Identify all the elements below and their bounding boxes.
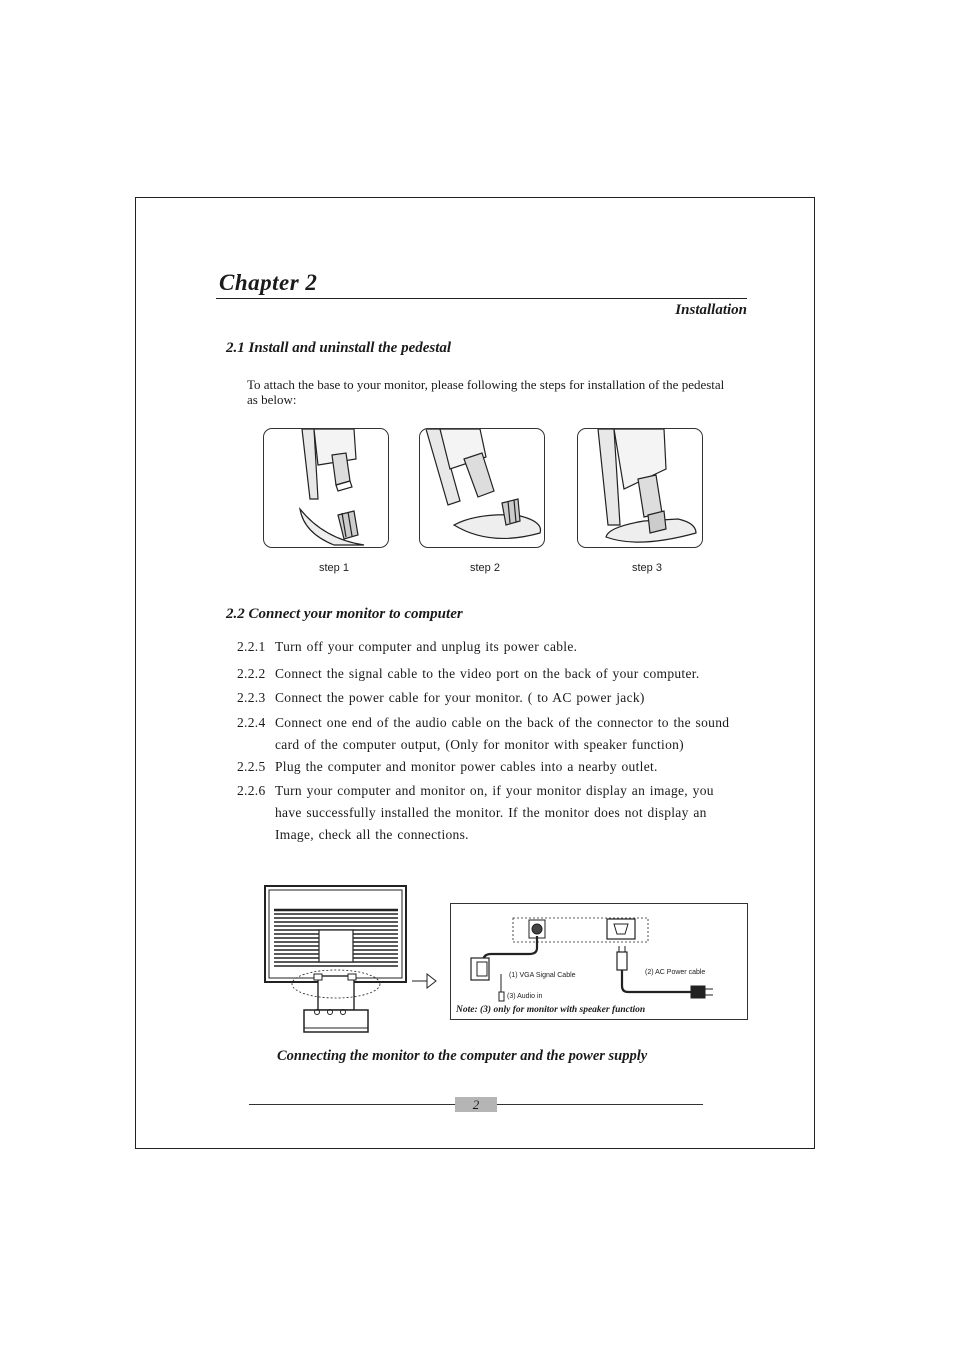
step-1-illustration <box>263 428 389 548</box>
diagram-caption: Connecting the monitor to the computer and the power supply <box>277 1048 648 1064</box>
chapter-subtitle: Installation <box>675 302 747 318</box>
monitor-back-diagram <box>262 884 437 1036</box>
pedestal-intro: To attach the base to your monitor, please following the steps for installation of the pedestal as below: <box>247 377 725 407</box>
pedestal-step-1-icon <box>264 429 388 547</box>
step-label: step 3 <box>632 562 662 574</box>
diagram-note: Note: (3) only for monitor with speaker function <box>456 1005 646 1015</box>
monitor-back-icon <box>262 884 437 1036</box>
audio-label: (3) Audio in <box>507 993 543 1000</box>
step-label: step 1 <box>319 562 349 574</box>
step-label: step 2 <box>470 562 500 574</box>
pedestal-step-2-icon <box>420 429 544 547</box>
instruction-item: 2.2.6 Turn your computer and monitor on, if your monitor display an image, you have successfully installed the monitor. If the monitor does not display an Image, check all the connections. <box>237 783 714 842</box>
instruction-item: 2.2.5 Plug the computer and monitor power cables into a nearby outlet. <box>237 759 658 774</box>
pedestal-step-3-icon <box>578 429 702 547</box>
section-heading-pedestal: 2.1 Install and uninstall the pedestal <box>226 340 452 356</box>
instruction-item: 2.2.4 Connect one end of the audio cable on the back of the connector to the sound card of the computer output, (Only for monitor with speaker function) <box>237 715 730 752</box>
instruction-item: 2.2.1 Turn off your computer and unplug its power cable. <box>237 639 578 654</box>
cable-connection-icon <box>451 904 747 1019</box>
chapter-rule <box>216 298 747 299</box>
ac-cable-label: (2) AC Power cable <box>645 969 706 976</box>
instruction-item: 2.2.3 Connect the power cable for your monitor. ( to AC power jack) <box>237 690 645 705</box>
step-2-illustration <box>419 428 545 548</box>
connector-diagram <box>450 903 748 1020</box>
instruction-item: 2.2.2 Connect the signal cable to the video port on the back of your computer. <box>237 666 700 681</box>
step-3-illustration <box>577 428 703 548</box>
page-number: 2 <box>455 1097 497 1112</box>
section-heading-connect: 2.2 Connect your monitor to computer <box>226 606 463 622</box>
chapter-title: Chapter 2 <box>219 270 318 295</box>
vga-cable-label: (1) VGA Signal Cable <box>509 972 576 979</box>
